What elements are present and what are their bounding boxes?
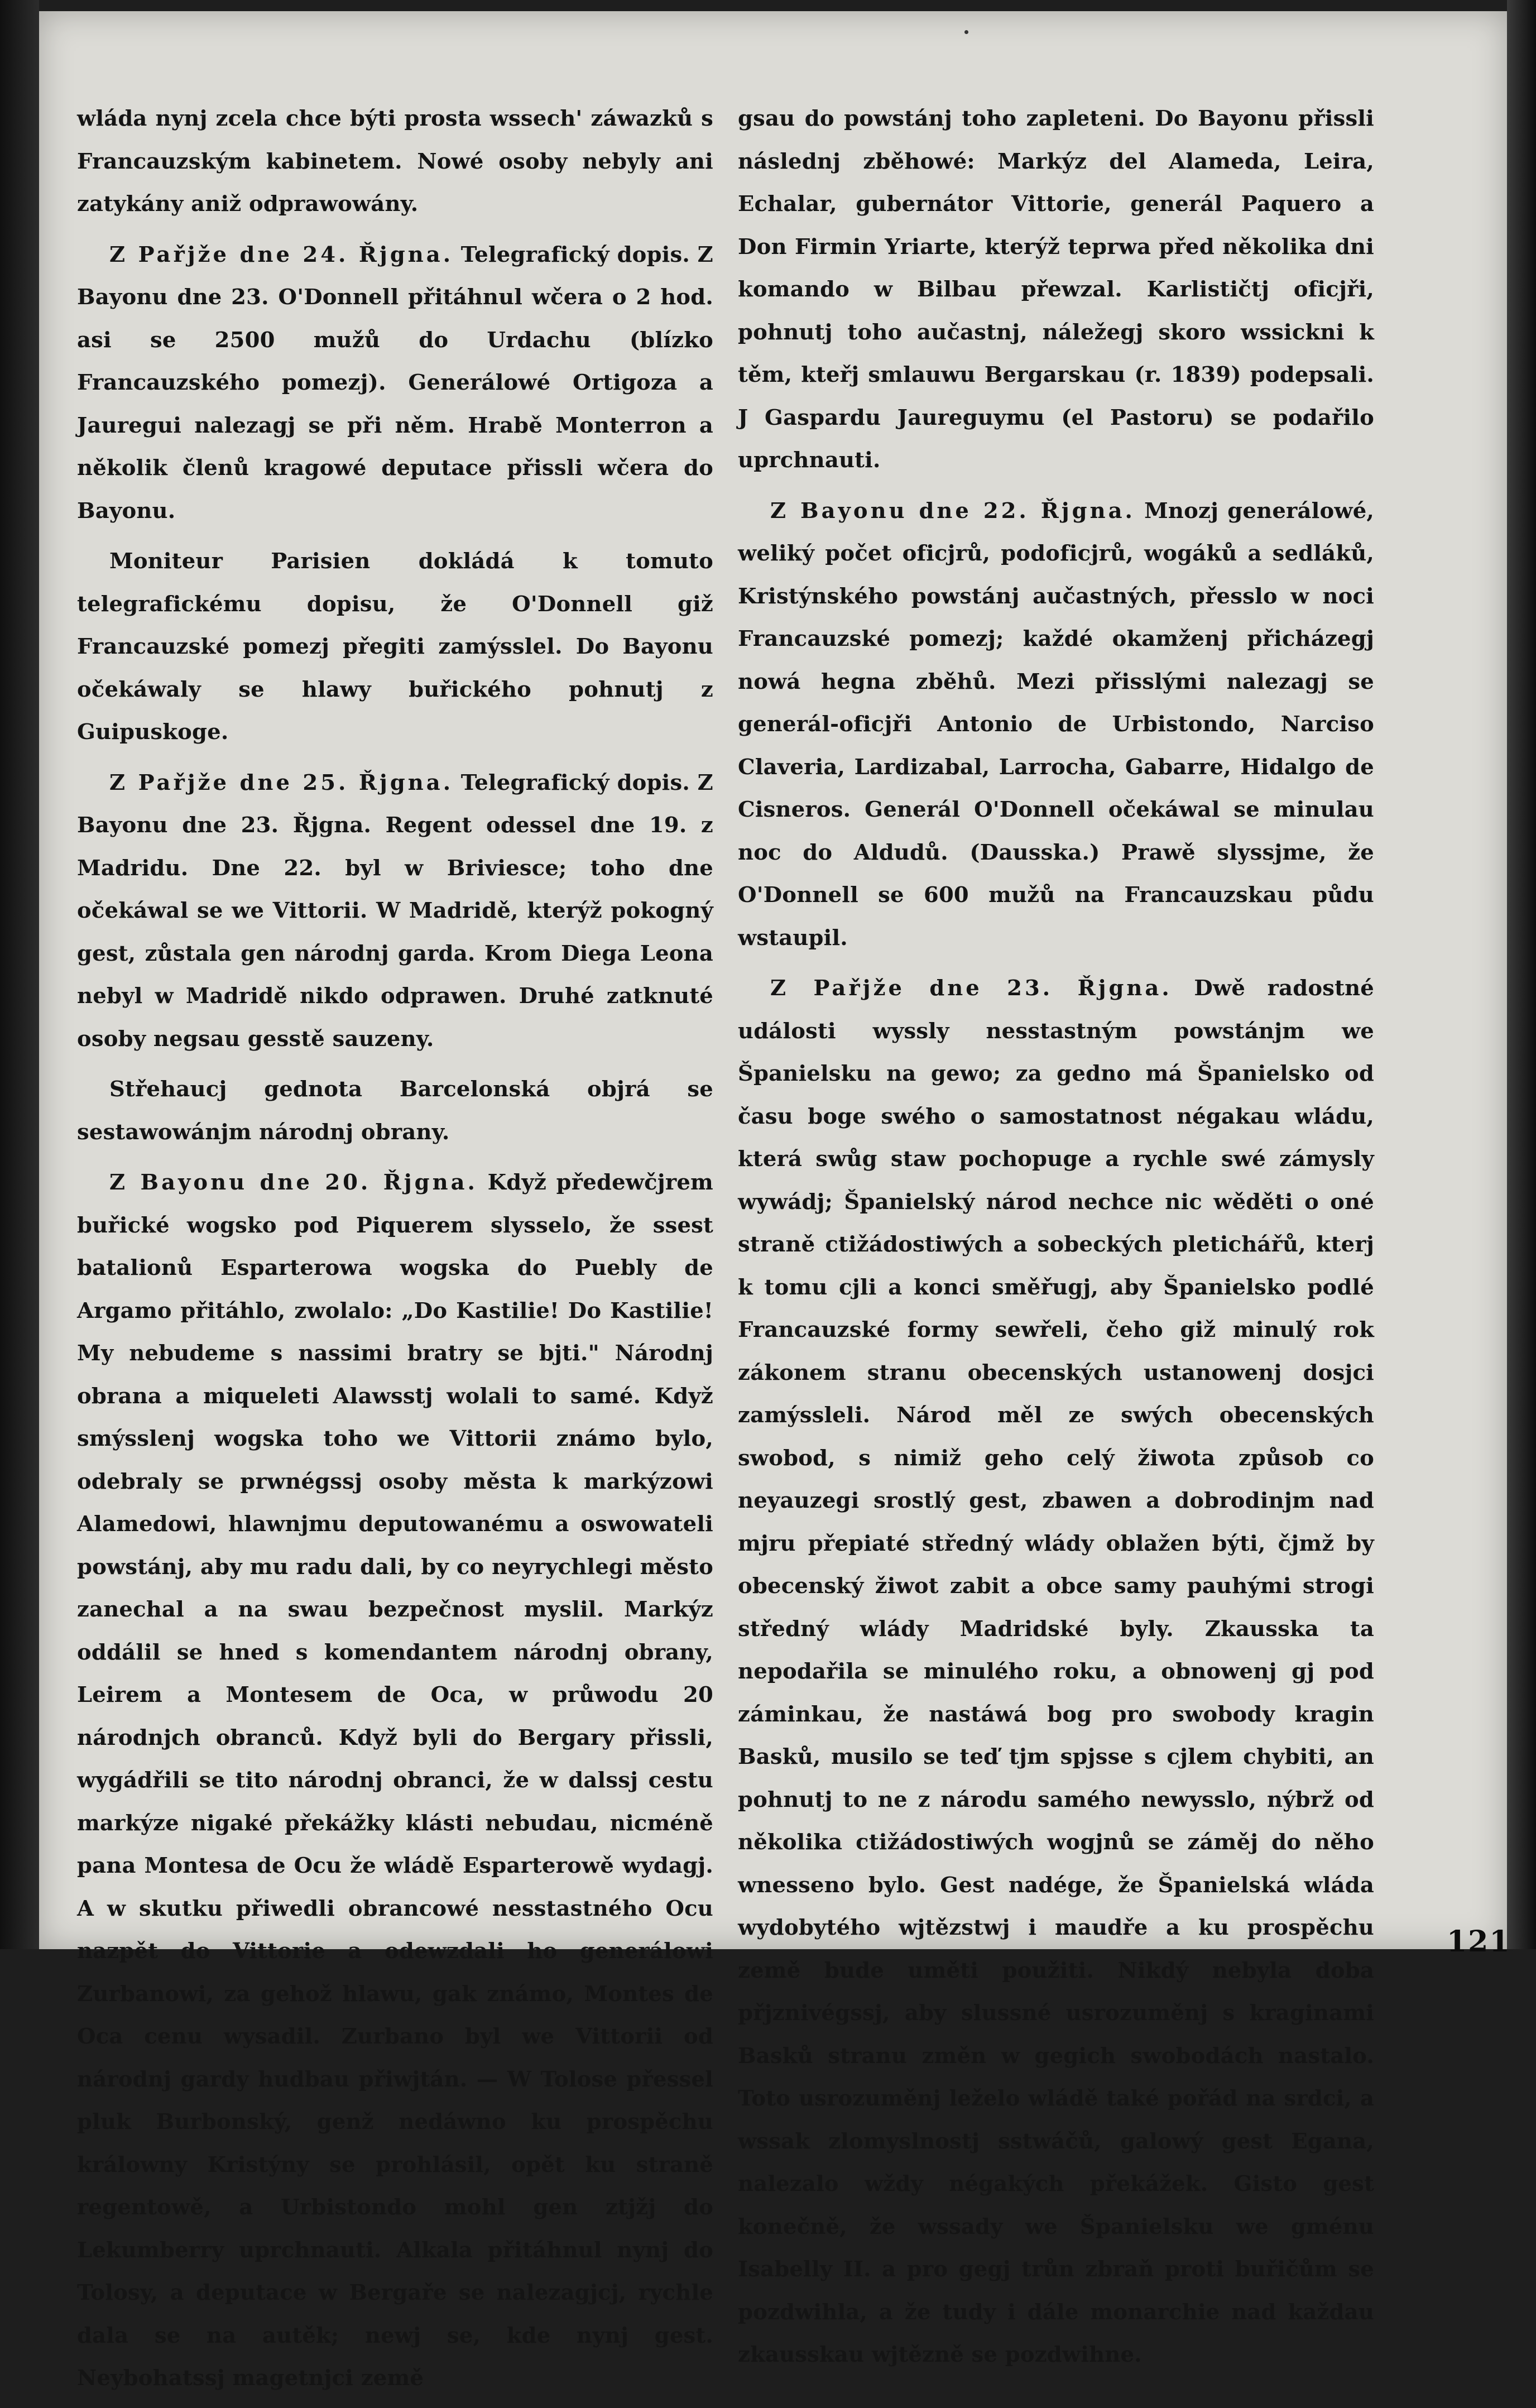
article-paragraph: wláda nynj zcela chce býti prosta wssech' záwazků s Francauzským kabinetem. Nowé osoby nebyly ani zatykány aniž odprawowány. [77,106,713,217]
news-report [738,490,1374,960]
news-report [77,1162,713,2400]
left-column [77,98,713,2408]
scan-border-right [1507,0,1536,1949]
scan-border-left [0,0,39,1949]
dateline: Z Bayonu dne 20. Řjgna. [109,1170,478,1195]
dateline: Z Pařjže dne 23. Řjgna. [770,976,1172,1001]
right-column [738,98,1374,2385]
news-report [77,762,713,1061]
news-report [77,234,713,533]
news-report [738,967,1374,2377]
ink-speck [964,30,968,34]
article-paragraph: gsau do powstánj toho zapleteni. Do Bayonu přissli následnj zběhowé: Markýz del Alameda, Leira, Echalar, gubernátor Vittorie, generál Paquero a Don Firmin Yriarte, kterýž teprwa před několika dni komando w Bilbau přewzal. Karlističtj oficjři, pohnutj toho aučastnj, náležegj skoro wssickni k těm, kteřj smlauwu Bergarskau (r. 1839) podepsali. J Gaspardu Jaureguymu (el Pastoru) se podařilo uprchnauti. [738,106,1374,473]
dateline: Z Bayonu dne 22. Řjgna. [770,498,1135,524]
report-body: Dwě radostné události wyssly nesstastným powstánjm we Španielsku na gewo; za gedno má Španielsko od času boge swého o samostatnost négakau wládu, která swůg staw pochopuge a rychle swé zámysly wywádj; Španielský národ nechce nic wěděti o oné straně ctižádostiwých a sobeckých pletichářů, kterj k tomu cjli a konci směřugj, aby Španielsko podlé Francauzské formy sewřeli, čeho giž minulý rok zákonem stranu obecenských ustanowenj dosjci zamýssleli. Národ měl ze swých obecenských swobod, s nimiž geho celý žiwota způsob co neyauzegi srostlý gest, zbawen a dobrodinjm nad mjru přepiaté středný wlády oblažen býti, čjmž by obecenský žiwot zabit a obce samy pauhými strogi středný wlády Madridské byly. Zkausska ta nepodařila se minulého roku, a obnowenj gj pod záminkau, že nastáwá bog pro swobody kragin Basků, musilo se teď tjm spjsse s cjlem chybiti, an pohnutj to ne z národu samého newysslo, nýbrž od několika ctižádostiwých wogjnů se záměj do něho wnesseno bylo. Gest nadége, že Španielská wláda wydobytého wjtězstwj i maudře a ku prospěchu země bude uměti použiti. Nikdý nebyla doba přjznivégssj, aby slussné usrozuměnj s kraginami Basků stranu změn w gegich swobodách nastalo. Toto usrozuměnj leželo wládě také pořád na srdci, a wssak zlomyslnostj sstwáčů, galowý gest Egana, nalezalo wždy négakých překážek. Gisto gest konečně, že wssady we Španielsku we gménu Isabelly II. a pro gegj trůn zbraň proti buřičům se pozdwihla, a že tudy i dále monarchie nad každau zkausskau wjtězně se pozdwihne. [738,976,1375,2367]
dateline: Z Pařjže dne 25. Řjgna. [109,770,454,795]
report-body: Telegrafický dopis. Z Bayonu dne 23. O'Donnell přitáhnul wčera o 2 hod. asi se 2500 mužů do Urdachu (blízko Francauzského pomezj). Generálowé Ortigoza a Jauregui nalezagj se při něm. Hrabě Monterron a několik členů kragowé deputace přissli wčera do Bayonu. [77,242,713,524]
report-body: Mnozj generálowé, weliký počet oficjrů, podoficjrů, wogáků a sedláků, Kristýnského powstánj aučastných, přesslo w noci Francauzské pomezj; každé okamženj přicházegj nowá hegna zběhů. Mezi přisslými nalezagj se generál-oficjři Antonio de Urbistondo, Narciso Claveria, Lardizabal, Larrocha, Gabarre, Hidalgo de Cisneros. Generál O'Donnell očekáwal se minulau noc do Aldudů. (Dausska.) Prawě slyssjme, že O'Donnell se 600 mužů na Francauzskau půdu wstaupil. [738,498,1374,951]
page-number: 121 [1447,1925,1511,1959]
article-paragraph: Střehaucj gednota Barcelonská objrá se sestawowánjm národnj obrany. [77,1077,713,1145]
article-paragraph: Moniteur Parisien dokládá k tomuto telegrafickému dopisu, že O'Donnell giž Francauzské pomezj přegiti zamýsslel. Do Bayonu očekáwaly se hlawy buřického pohnutj z Guipuskoge. [77,549,713,745]
report-body: Když předewčjrem buřické wogsko pod Piquerem slysselo, že ssest batalionů Esparterowa wogska do Puebly de Argamo přitáhlo, zwolalo: „Do Kastilie! Do Kastilie! My nebudeme s nassimi bratry se bjti." Národnj obrana a miqueleti Alawsstj wolali to samé. Když smýsslenj wogska toho we Vittorii známo bylo, odebraly se prwnégssj osoby města k markýzowi Alamedowi, hlawnjmu deputowanému a oswowateli powstánj, aby mu radu dali, by co neyrychlegi město zanechal a na swau bezpečnost myslil. Markýz oddálil se hned s komendantem národnj obrany, Leirem a Montesem de Oca, w průwodu 20 národnjch obranců. Když byli do Bergary přissli, wygádřili se tito národnj obranci, že w dalssj cestu markýze nigaké překážky klásti nebudau, nicméně pana Montesa de Ocu že wládě Esparterowě wydagj. A w skutku přiwedli obrancowé nesstastného Ocu nazpět do Vittorie a odewzdali ho generálowi Zurbanowi, za gehož hlawu, gak známo, Montes de Oca cenu wysadil. Zurbano byl we Vittorii od národnj gardy hudbau přiwjtán. — W Tolose přessel pluk Burbonský, genž nedáwno ku prospěchu králowny Kristýny se prohlásil, opět ku straně regentowě, a Urbistondo mohl gen ztjžj do Lekumberry uprchnauti. Alkala přitáhnul nynj do Tolosy, a deputace w Bergaře se nalezagjcj, rychle dala se na autěk; newj se, kde nynj gest. Neybohatssj magetnjci země [77,1170,713,2391]
report-body: Telegrafický dopis. Z Bayonu dne 23. Řjgna. Regent odessel dne 19. z Madridu. Dne 22. byl w Briviesce; toho dne očekáwal se we Vittorii. W Madridě, kterýž pokogný gest, zůstala gen národnj garda. Krom Diega Leona nebyl w Madridě nikdo odprawen. Druhé zatknuté osoby negsau gesstě sauzeny. [77,770,713,1052]
dateline: Z Pařjže dne 24. Řjgna. [109,242,454,267]
